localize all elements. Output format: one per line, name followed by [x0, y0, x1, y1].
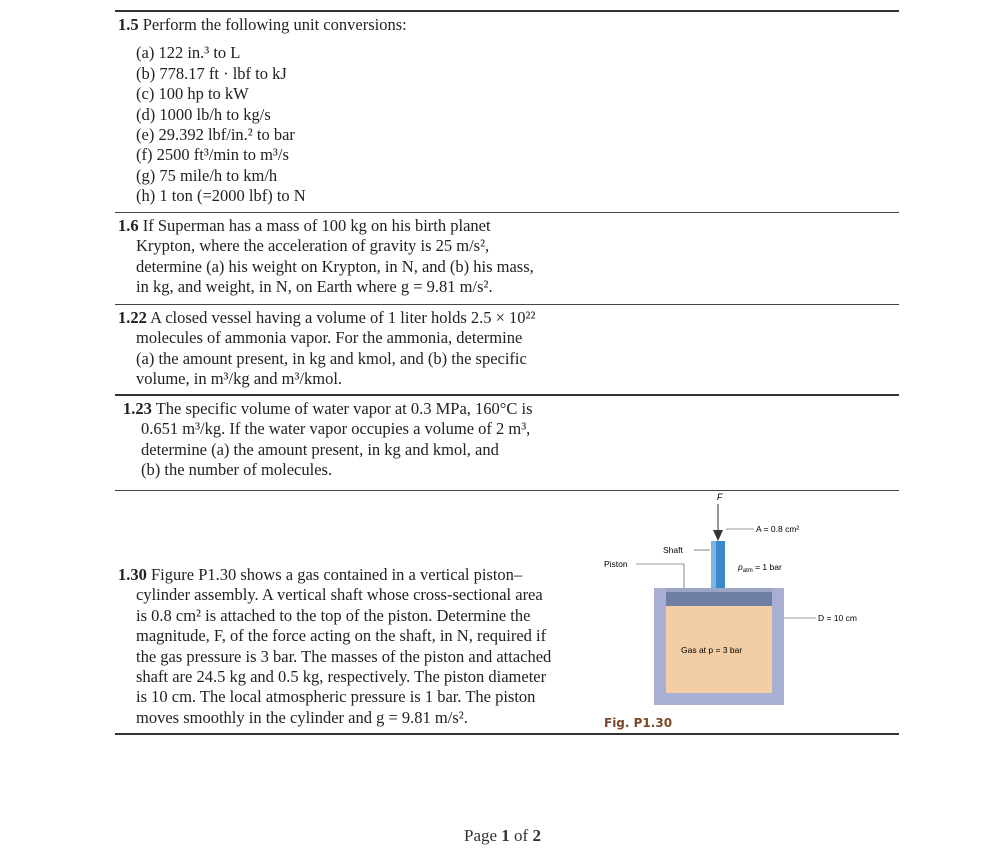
- piston-cylinder-figure: [598, 492, 898, 732]
- figure-caption: Fig. P1.30: [604, 716, 673, 730]
- part-f: (f) 2500 ft³/min to m³/s: [136, 145, 289, 165]
- problem-text: in kg, and weight, in N, on Earth where g = 9.81 m/s².: [136, 277, 493, 297]
- atmospheric-pressure-label: $p_{atm} = 1$ bar: [738, 562, 782, 574]
- problem-number: 1.23: [123, 399, 152, 418]
- problem-text: is 0.8 cm² is attached to the top of the piston. Determine the: [136, 605, 531, 625]
- cylinder-wall-right: [772, 588, 784, 705]
- part-g: (g) 75 mile/h to km/h: [136, 165, 278, 185]
- divider-rule: [115, 212, 899, 213]
- problem-text: determine (a) his weight on Krypton, in N, and (b) his mass,: [136, 256, 534, 276]
- problem-text: determine (a) the amount present, in kg and kmol, and: [141, 439, 499, 459]
- piston-label: Piston: [604, 559, 628, 569]
- part-a: (a) 122 in.³ to L: [136, 43, 241, 63]
- problem-number: 1.6: [118, 216, 139, 235]
- area-label: A = 0.8 cm²: [756, 524, 800, 534]
- part-c: (c) 100 hp to kW: [136, 84, 249, 104]
- problem-text: Perform the following unit conversions:: [142, 15, 407, 34]
- problem-text: Figure P1.30 shows a gas contained in a vertical piston–: [151, 565, 523, 584]
- force-label: F: [717, 492, 723, 502]
- part-b: (b) 778.17 ft · lbf to kJ: [136, 63, 287, 83]
- problem-text: volume, in m³/kg and m³/kmol.: [136, 369, 343, 389]
- top-rule: [115, 10, 899, 12]
- page-indicator: Page 1 of 2: [464, 826, 541, 845]
- problem-text: (a) the amount present, in kg and kmol, and (b) the specific: [136, 348, 527, 368]
- problem-1-5: [118, 15, 407, 207]
- problem-number: 1.22: [118, 308, 147, 327]
- problem-text: the gas pressure is 3 bar. The masses of the piston and attached: [136, 646, 552, 666]
- problem-text: shaft are 24.5 kg and 0.5 kg, respectively. The piston diameter: [136, 667, 547, 687]
- problem-text: is 10 cm. The local atmospheric pressure is 1 bar. The piston: [136, 687, 536, 707]
- problem-1-30: [118, 565, 551, 728]
- problem-1-23: [123, 399, 533, 481]
- problem-text: If Superman has a mass of 100 kg on his birth planet: [142, 216, 491, 235]
- problem-text: magnitude, F, of the force acting on the shaft, in N, required if: [136, 626, 547, 646]
- bottom-rule: [115, 733, 899, 735]
- problem-text: Krypton, where the acceleration of gravity is 25 m/s²,: [136, 236, 490, 256]
- part-h: (h) 1 ton (=2000 lbf) to N: [136, 186, 306, 206]
- gas-label: Gas at p = 3 bar: [681, 645, 743, 655]
- problem-number: 1.30: [118, 565, 147, 584]
- divider-rule: [115, 394, 899, 396]
- problem-text: The specific volume of water vapor at 0.3 MPa, 160°C is: [155, 399, 533, 418]
- problem-text: moves smoothly in the cylinder and g = 9.81 m/s².: [136, 707, 468, 727]
- problem-text: A closed vessel having a volume of 1 liter holds 2.5 × 10²²: [150, 308, 536, 327]
- part-d: (d) 1000 lb/h to kg/s: [136, 104, 271, 124]
- cylinder-base: [654, 693, 784, 705]
- problem-text: 0.651 m³/kg. If the water vapor occupies a volume of 2 m³,: [141, 419, 531, 439]
- shaft-label: Shaft: [663, 545, 683, 555]
- arrow-head-icon: [713, 530, 723, 541]
- divider-rule: [115, 304, 899, 305]
- divider-rule: [115, 490, 899, 491]
- part-e: (e) 29.392 lbf/in.² to bar: [136, 125, 295, 145]
- problem-1-22: [118, 308, 535, 390]
- problem-text: (b) the number of molecules.: [141, 460, 333, 480]
- problem-text: cylinder assembly. A vertical shaft whose cross-sectional area: [136, 585, 543, 605]
- problem-text: molecules of ammonia vapor. For the ammonia, determine: [136, 328, 523, 348]
- problem-number: 1.5: [118, 15, 139, 34]
- diameter-label: D = 10 cm: [818, 613, 857, 623]
- problem-1-6: [118, 216, 534, 298]
- cylinder-wall-left: [654, 588, 666, 705]
